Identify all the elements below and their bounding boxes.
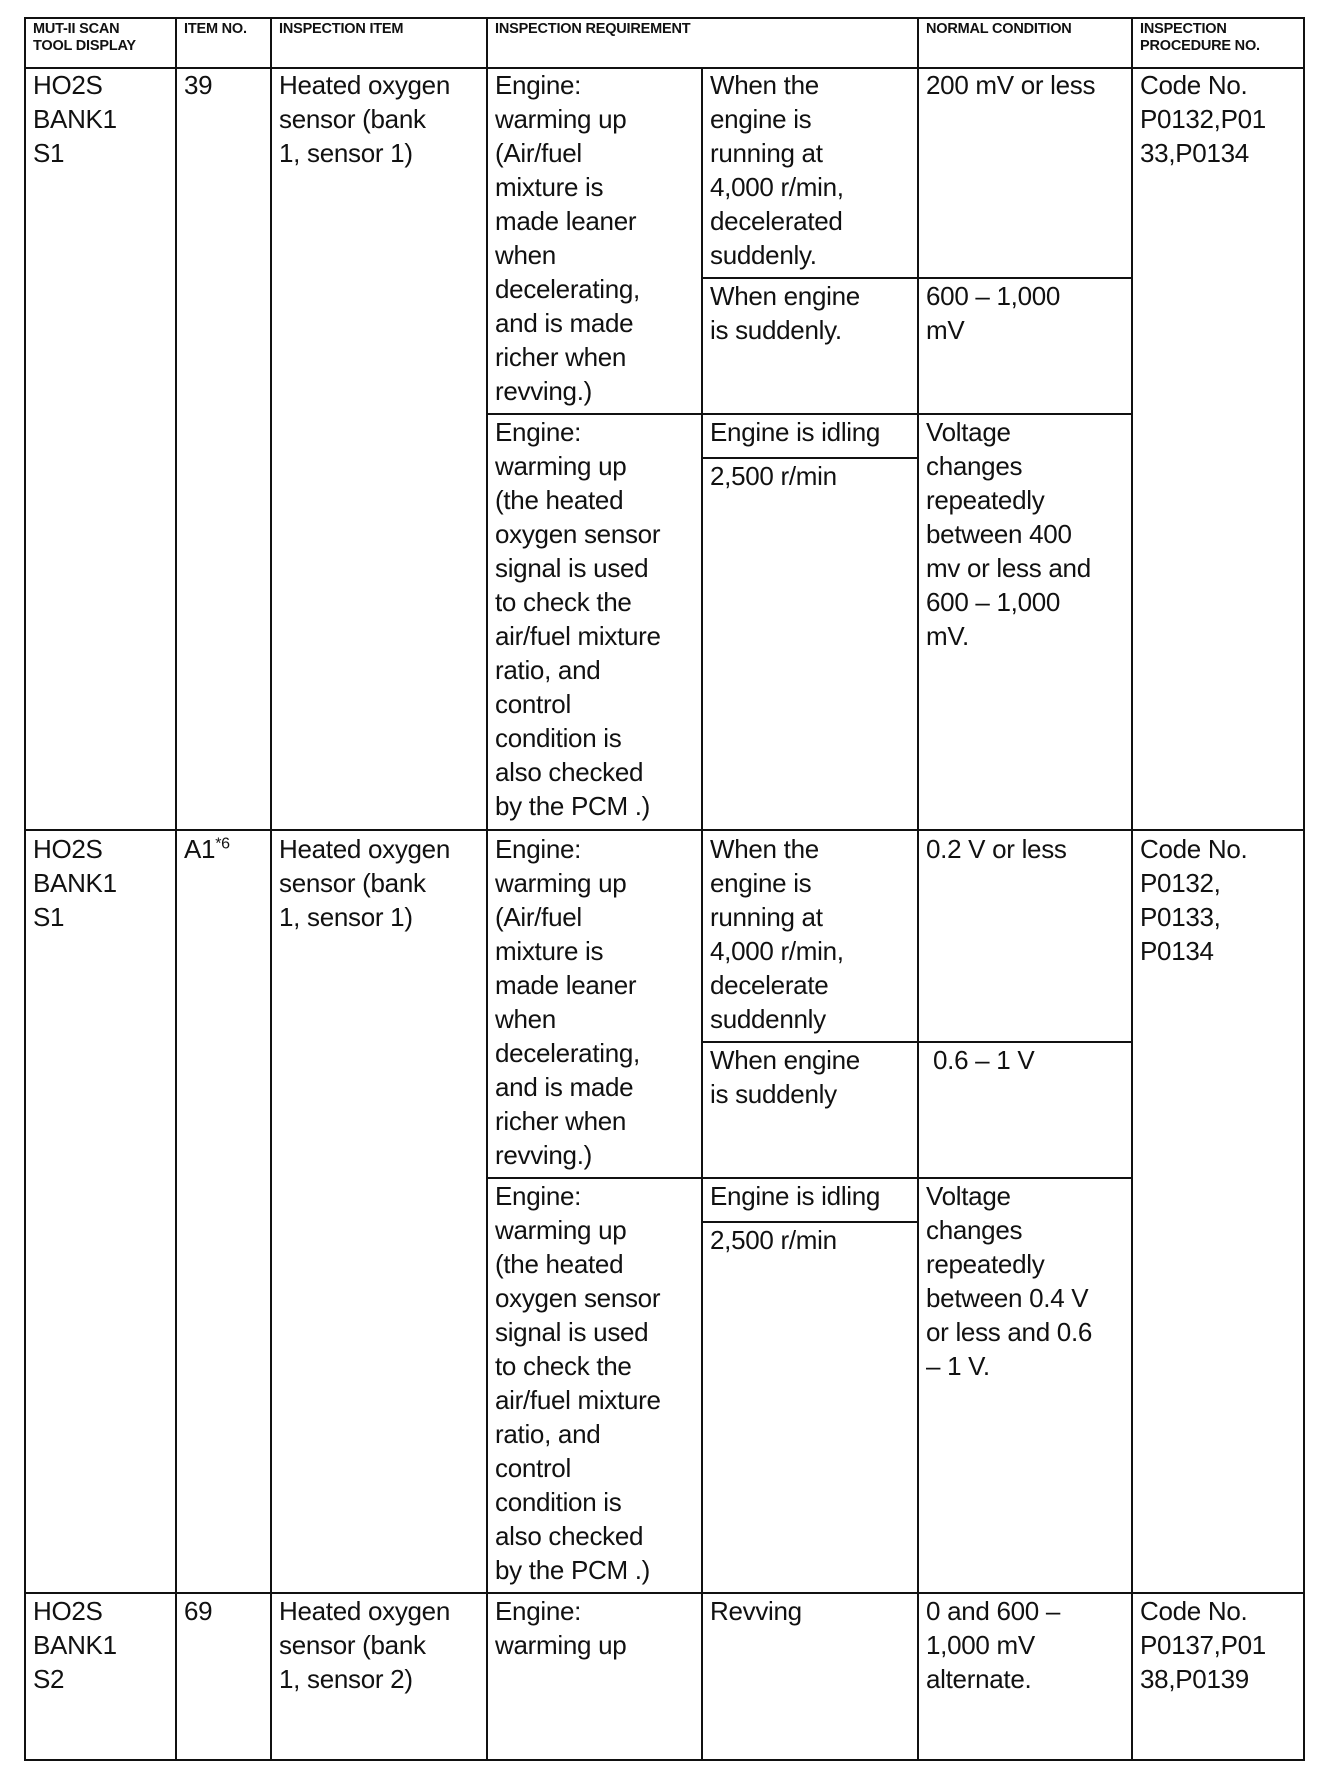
row3-requirement: Engine: warming up: [495, 1596, 627, 1660]
row3-inspection-item: Heated oxygen sensor (bank 1, sensor 2): [279, 1596, 451, 1694]
table-border-right: [1303, 17, 1305, 1761]
header-scan-tool-display: MUT-II SCAN TOOL DISPLAY: [33, 21, 136, 54]
row2-normal-b: Voltage changes repeatedly between 0.4 V or less and 0.6 – 1 V.: [926, 1181, 1093, 1381]
row2-display: HO2S BANK1 S1: [33, 834, 117, 932]
row2-procedure: Code No. P0132, P0133, P0134: [1140, 834, 1248, 966]
table-border-left: [24, 17, 26, 1761]
row1-procedure: Code No. P0132,P01 33,P0134: [1140, 70, 1266, 168]
row1-condition-a2: When engine is suddenly.: [710, 281, 860, 345]
header-procedure-no: INSPECTION PROCEDURE NO.: [1140, 21, 1260, 54]
col-line-2: [270, 17, 272, 1761]
col-line-1: [175, 17, 177, 1761]
row2-normal-a1: 0.2 V or less: [926, 834, 1067, 864]
row2-condition-b2: 2,500 r/min: [710, 1225, 837, 1255]
row1-normal-a2: 600 – 1,000 mV: [926, 281, 1061, 345]
row1-item-no: [184, 68, 212, 102]
row1-normal-a1: 200 mV or less: [926, 70, 1096, 100]
row2-condition-a1: When the engine is running at 4,000 r/min, decelerate suddennly: [710, 834, 844, 1034]
row2-normal-a2: 0.6 – 1 V: [933, 1045, 1035, 1075]
row2-requirement-a: Engine: warming up (Air/fuel mixture is made leaner when decelerating, and is made richer when revving.): [495, 834, 640, 1170]
row2-item-no-sup: *6: [215, 835, 230, 853]
row2-item-no-value: A1: [184, 834, 216, 864]
row1-condition-b2: 2,500 r/min: [710, 461, 837, 491]
row1-requirement-b: Engine: warming up (the heated oxygen sensor signal is used to check the air/fuel mixture ratio, and control condition is also checked by the PCM .): [495, 417, 661, 821]
row3-display: HO2S BANK1 S2: [33, 1596, 117, 1694]
table-border-bottom: [24, 1759, 1305, 1761]
row3-condition: Revving: [710, 1596, 802, 1626]
header-inspection-item: INSPECTION ITEM: [279, 21, 404, 37]
row2-item-no: [184, 832, 230, 866]
row1-requirement-a: Engine: warming up (Air/fuel mixture is made leaner when decelerating, and is made richer when revving.): [495, 70, 640, 406]
row2-condition-b1: Engine is idling: [710, 1181, 881, 1211]
row1-item-no-value: 39: [184, 70, 213, 100]
header-normal-condition: NORMAL CONDITION: [926, 21, 1072, 37]
header-inspection-requirement: INSPECTION REQUIREMENT: [495, 21, 691, 37]
row3-item-no: [184, 1594, 212, 1628]
row1-display: HO2S BANK1 S1: [33, 70, 117, 168]
row2-inspection-item: Heated oxygen sensor (bank 1, sensor 1): [279, 834, 451, 932]
table-border-top: [24, 17, 1305, 19]
row-divider-2: [24, 1592, 1305, 1594]
row-divider-1: [24, 829, 1305, 831]
row2-requirement-b: Engine: warming up (the heated oxygen sensor signal is used to check the air/fuel mixture ratio, and control condition is also checked by the PCM .): [495, 1181, 661, 1585]
col-line-4: [701, 67, 703, 1761]
row1-condition-a1: When the engine is running at 4,000 r/min, decelerated suddenly.: [710, 70, 844, 270]
row1-inspection-item: Heated oxygen sensor (bank 1, sensor 1): [279, 70, 451, 168]
col-line-3: [486, 17, 488, 1761]
row3-normal: 0 and 600 – 1,000 mV alternate.: [926, 1596, 1061, 1694]
row1-normal-b: Voltage changes repeatedly between 400 mv or less and 600 – 1,000 mV.: [926, 417, 1091, 651]
row1-condition-b1: Engine is idling: [710, 417, 881, 447]
header-divider: [24, 67, 1305, 69]
row3-item-no-value: 69: [184, 1596, 213, 1626]
row3-procedure: Code No. P0137,P01 38,P0139: [1140, 1596, 1266, 1694]
row2-condition-a2: When engine is suddenly: [710, 1045, 860, 1109]
header-item-no: ITEM NO.: [184, 21, 247, 37]
